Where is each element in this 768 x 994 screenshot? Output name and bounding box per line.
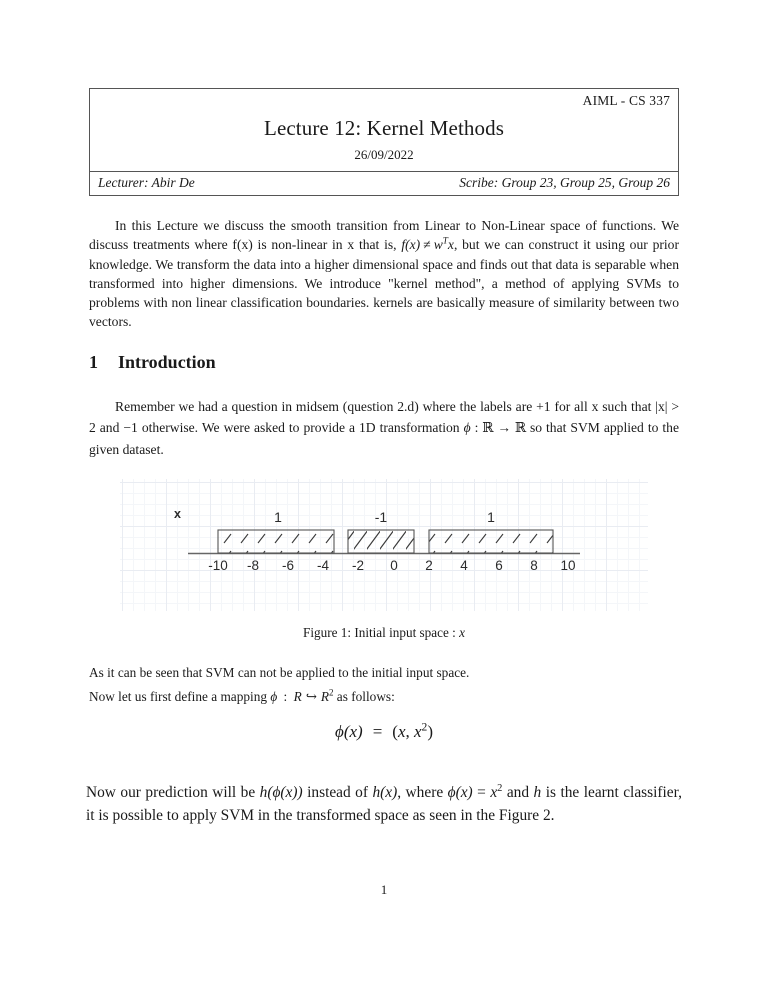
intro-math-reals-codomain: ℝ xyxy=(514,420,526,437)
mapping-math-hookarrow: ↪ xyxy=(305,689,317,704)
lecture-header-box xyxy=(89,88,679,196)
tick-label-3: -4 xyxy=(316,558,329,573)
mapping-text-pre: Now let us first define a mapping xyxy=(89,689,271,704)
region-box-2-rect xyxy=(348,530,414,553)
tick-label-2: -6 xyxy=(281,558,294,573)
final-text-p4: and xyxy=(502,784,534,801)
tick-label-7: 4 xyxy=(460,558,468,573)
final-text-p2: instead of xyxy=(302,784,373,801)
eq-rhs-exponent: 2 xyxy=(421,720,428,734)
intro-text-part1: Remember we had a question in midsem (question 2.d) where the labels are +1 for all x such that |x| > 2 and −1 otherwise. We were asked to provide a 1D transformation xyxy=(89,399,679,436)
section-heading xyxy=(89,352,216,373)
abstract-text-part1: In this Lecture we discuss the smooth transition from Linear to Non-Linear space of functions. We discuss treatments where f(x) is non-linear in x that is, xyxy=(89,218,679,253)
final-text-p5: is the learnt classifier, it is possible to apply SVM in the transformed space as seen in the Figure 2. xyxy=(86,784,682,824)
eq-rhs-x-squared: x xyxy=(414,722,422,741)
final-math-phi-x: ϕ(x) xyxy=(447,784,473,801)
abstract-math-w: w xyxy=(433,237,443,253)
final-math-h-phi-x: h(ϕ(x)) xyxy=(259,784,303,801)
tick-label-8: 6 xyxy=(495,558,503,573)
intro-text-part2: so that SVM applied to the given dataset. xyxy=(89,420,679,458)
abstract-math-f: f xyxy=(401,237,406,253)
region-box-1 xyxy=(218,530,334,553)
tick-label-10: 10 xyxy=(560,558,576,573)
post-figure-line-1: As it can be seen that SVM can not be applied to the initial input space. xyxy=(89,665,470,680)
region-box-1-rect xyxy=(218,530,334,553)
tick-label-9: 8 xyxy=(530,558,538,573)
region-box-1-label: 1 xyxy=(274,509,282,525)
final-text-p3: , where xyxy=(397,784,448,801)
final-math-h: h xyxy=(533,784,542,801)
region-box-2-label: -1 xyxy=(374,509,388,525)
mapping-math-colon: : xyxy=(280,689,291,704)
figure-1-numberline-svg xyxy=(120,479,648,611)
post-figure-line-2 xyxy=(89,687,679,707)
final-paragraph xyxy=(86,782,682,827)
lecture-date: 26/09/2022 xyxy=(354,146,414,162)
header-top xyxy=(90,89,678,171)
figure-1 xyxy=(120,479,648,611)
mapping-math-phi: ϕ xyxy=(270,689,278,704)
tick-label-0: -10 xyxy=(208,558,228,573)
abstract-math-x2: x xyxy=(447,237,454,253)
tick-label-5: 0 xyxy=(390,558,398,573)
final-text-p1: Now our prediction will be xyxy=(86,784,260,801)
figure-1-caption xyxy=(89,625,679,641)
abstract-text-part2: , but we can construct it using our prior knowledge. We transform the data into a higher dimensional space and finds out that data is separable when transformed into higher dimensions. We introduce "kernel method", a method of applying SVMs to problems with non linear classification boundaries. kernels are basically measure of similarity between two vectors. xyxy=(89,237,679,330)
eq-rhs-x: x xyxy=(397,722,406,741)
header-bottom xyxy=(90,172,678,195)
mapping-math-R2: R xyxy=(320,689,329,704)
page-title: Lecture 12: Kernel Methods xyxy=(264,115,504,140)
intro-math-arrow: → xyxy=(497,420,511,436)
region-box-3-label: 1 xyxy=(487,509,495,525)
abstract-math-neq: ≠ xyxy=(423,237,431,253)
eq-phi: ϕ xyxy=(335,722,344,741)
eq-rhs-close: ) xyxy=(427,722,433,741)
eq-equals: = xyxy=(372,722,383,741)
mapping-math-exponent: 2 xyxy=(328,687,334,698)
display-equation-phi xyxy=(89,722,679,742)
final-math-x: x xyxy=(490,784,498,801)
final-math-equals: = xyxy=(472,784,491,801)
region-box-3 xyxy=(429,530,553,553)
course-code: AIML - CS 337 xyxy=(582,93,670,108)
eq-arg: (x) xyxy=(343,722,363,741)
region-box-3-rect xyxy=(429,530,553,553)
intro-math-phi: ϕ xyxy=(463,420,471,436)
lecturer-label: Lecturer: Abir De xyxy=(98,174,195,190)
region-box-2 xyxy=(348,530,414,553)
final-math-exponent: 2 xyxy=(497,782,503,794)
abstract-math-x: (x) xyxy=(405,237,421,253)
section-number: 1 xyxy=(89,352,98,372)
abstract-paragraph xyxy=(89,216,679,332)
figure-axis-variable-label: x xyxy=(174,507,181,521)
eq-rhs-open: ( xyxy=(392,722,398,741)
intro-math-reals-domain: ℝ xyxy=(482,420,494,437)
tick-label-4: -2 xyxy=(351,558,364,573)
intro-math-colon: : xyxy=(470,420,483,436)
mapping-text-post: as follows: xyxy=(333,689,395,704)
section-title: Introduction xyxy=(118,352,216,372)
final-math-h-x: h(x) xyxy=(372,784,398,801)
page-number: 1 xyxy=(380,882,388,897)
tick-label-1: -8 xyxy=(246,558,259,573)
abstract-math-transpose: T xyxy=(442,235,448,246)
tick-label-6: 2 xyxy=(425,558,433,573)
figure-caption-text: Figure 1: Initial input space : xyxy=(303,625,460,640)
mapping-math-R: R xyxy=(293,689,302,704)
scribe-label: Scribe: Group 23, Group 25, Group 26 xyxy=(459,174,670,190)
eq-rhs-comma: , xyxy=(405,722,414,741)
intro-paragraph xyxy=(89,396,679,460)
figure-caption-math: x xyxy=(459,625,465,640)
